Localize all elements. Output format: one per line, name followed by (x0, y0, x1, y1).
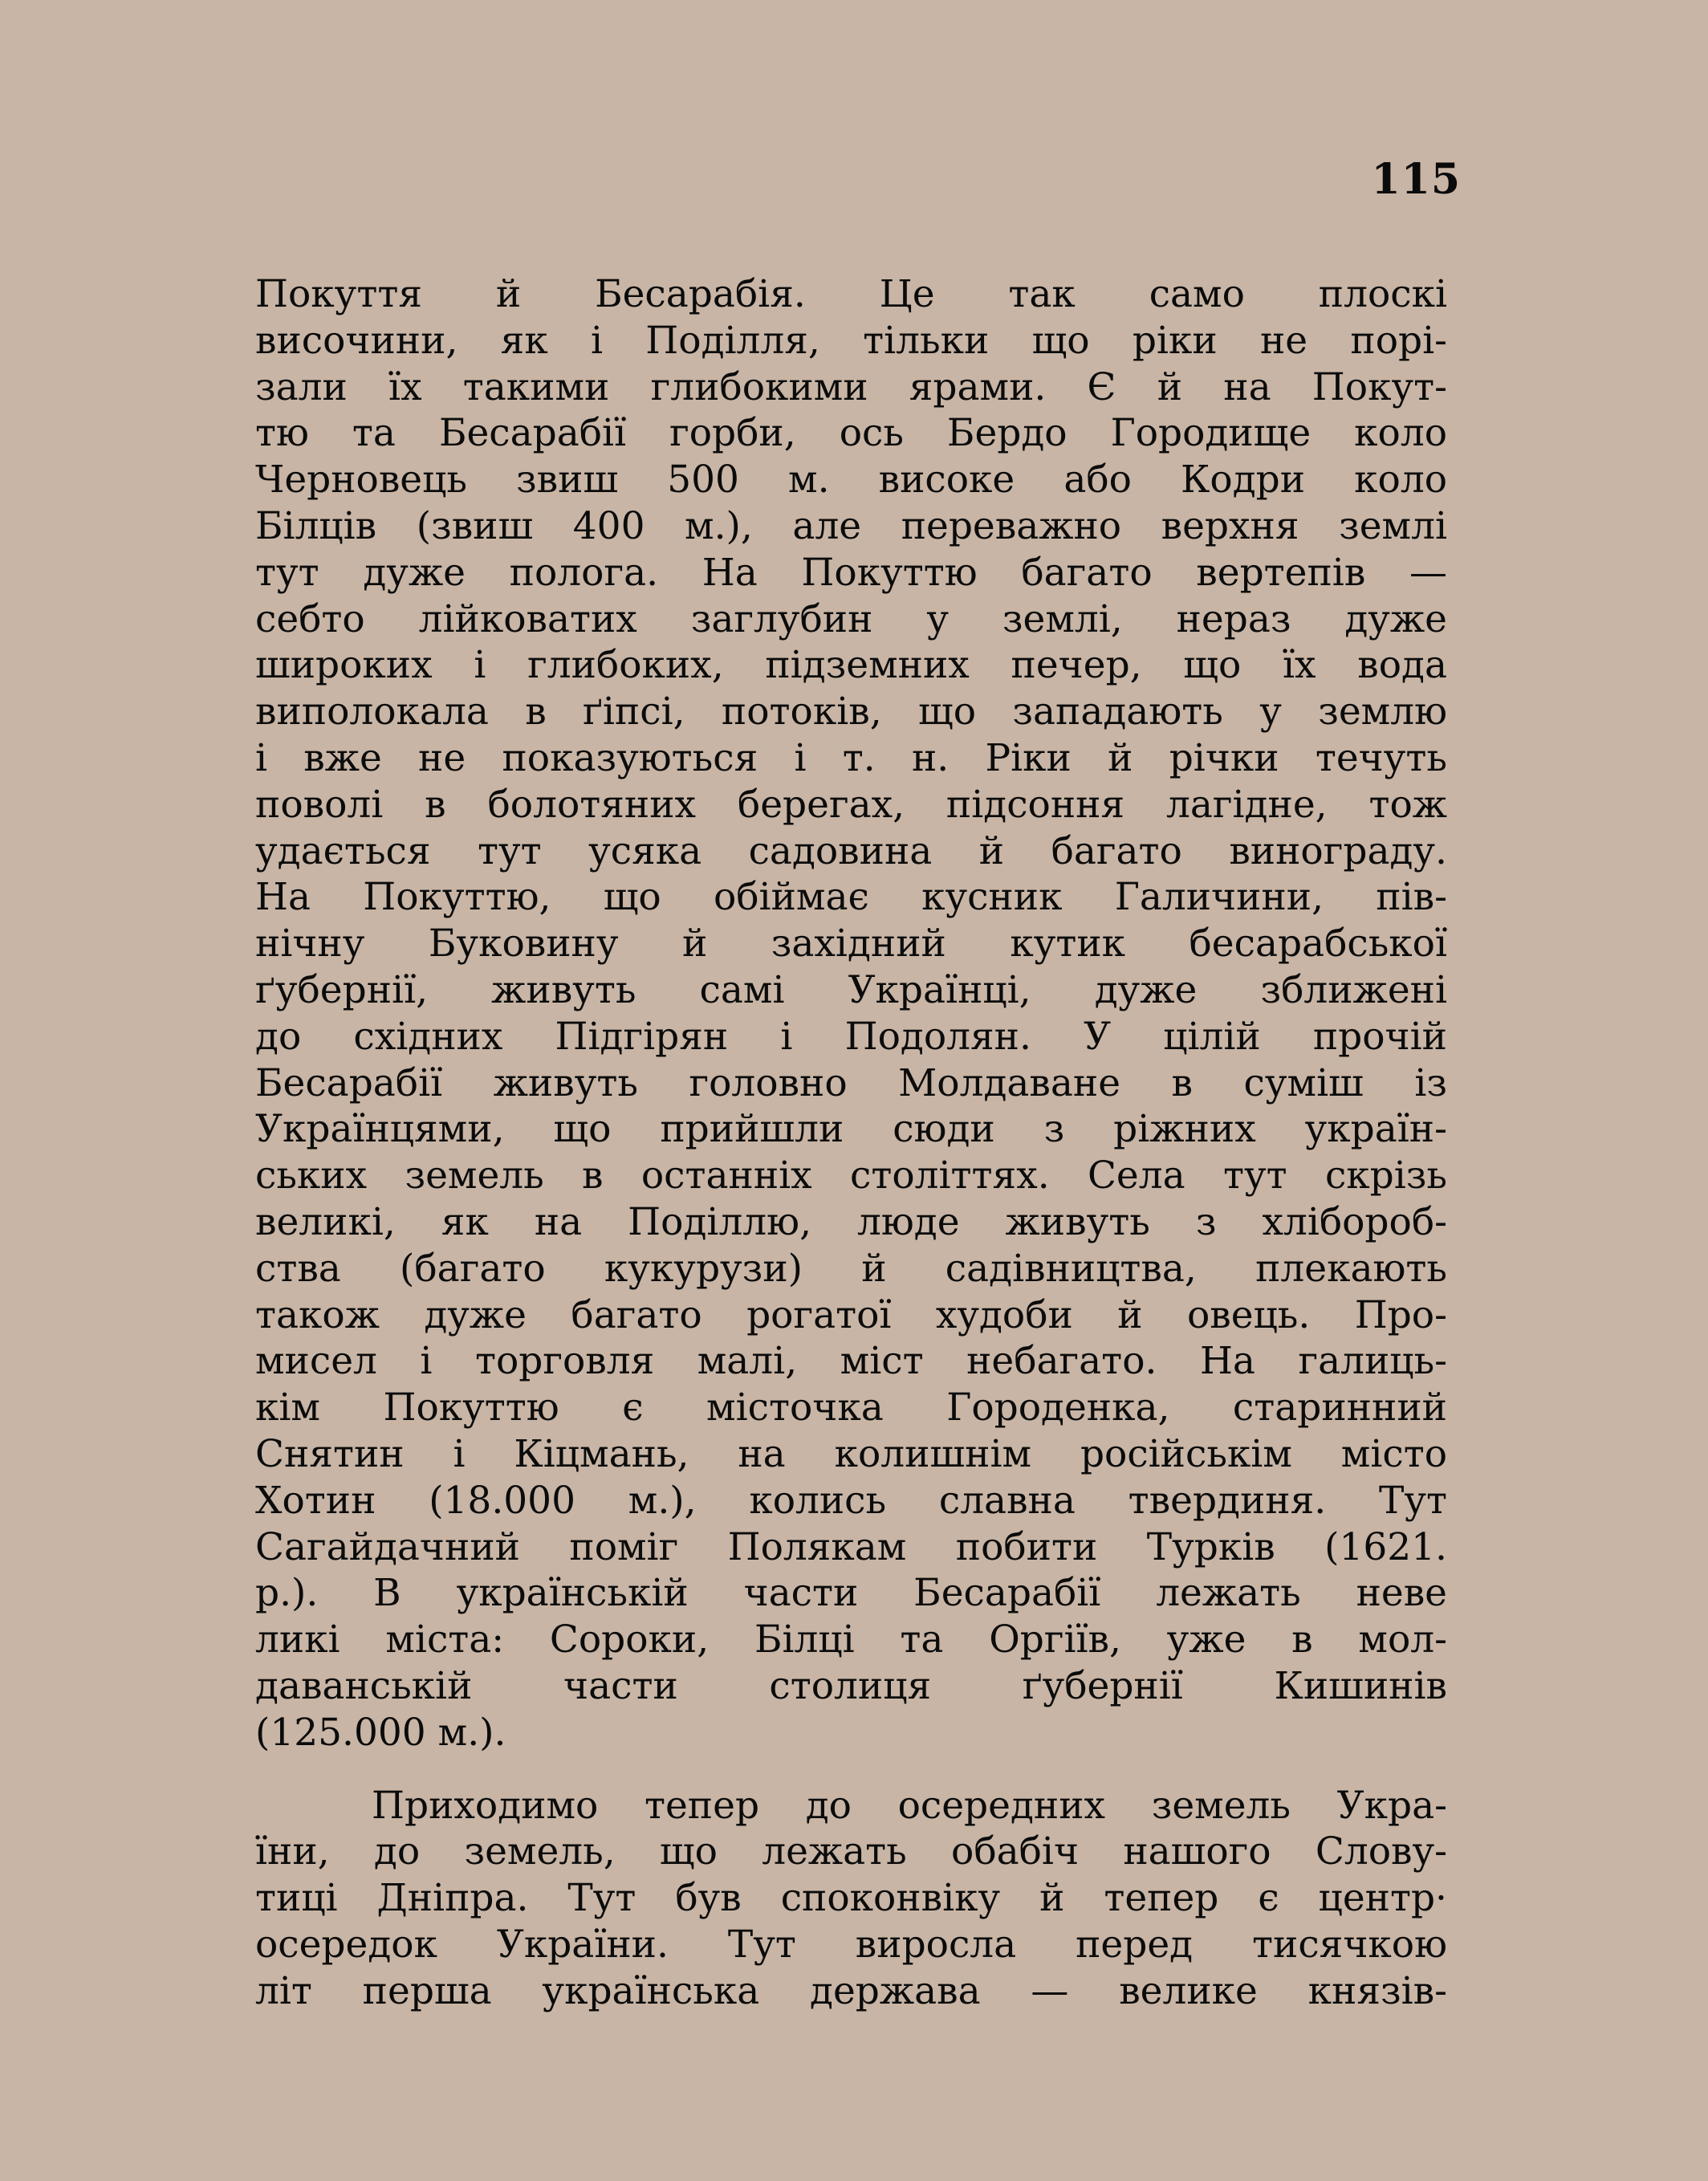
text-line: широких і глибоких, підземних печер, що їх вода (255, 643, 1447, 688)
text-line: На Покуттю, що обіймає кусник Галичини, пів- (255, 875, 1447, 920)
text-line: Приходимо тепер до осередних земель Укра- (372, 1783, 1447, 1828)
text-line: також дуже багато рогатої худоби й овець. Про- (255, 1292, 1447, 1337)
paragraph-1 (255, 271, 1447, 1756)
text-line: виполокала в ґіпсі, потоків, що западають у землю (255, 690, 1447, 734)
text-line: Бесарабії живуть головно Молдаване в суміш із (255, 1060, 1447, 1105)
text-line: зали їх такими глибокими ярами. Є й на Покут- (255, 364, 1447, 409)
text-line: кім Покуттю є місточка Городенка, старинний (255, 1386, 1447, 1430)
text-line: тиці Дніпра. Тут був споконвіку й тепер є центр· (255, 1876, 1447, 1921)
text-line: тут дуже полога. На Покуттю багато вертепів — (255, 550, 1447, 595)
text-line: ґубернії, живуть самі Українці, дуже зближені (255, 967, 1447, 1012)
text-line: даванській части столиця ґубернії Кишинів (255, 1663, 1447, 1708)
text-line: осередок України. Тут виросла перед тисячкою (255, 1922, 1447, 1967)
text-line: ства (багато кукурузи) й садівництва, плекають (255, 1246, 1447, 1291)
text-line: Черновець звиш 500 м. високе або Кодри коло (255, 458, 1447, 503)
paragraph-spacer (255, 1756, 1447, 1783)
text-line: нічну Буковину й західний кутик бесарабської (255, 922, 1447, 966)
text-line: Білців (звиш 400 м.), але переважно верхня землі (255, 503, 1447, 548)
text-line: р.). В українській части Бесарабії лежать неве (255, 1571, 1447, 1616)
text-line: мисел і торговля малі, міст небагато. На галиць- (255, 1339, 1447, 1384)
text-line: до східних Підгірян і Подолян. У цілій прочій (255, 1014, 1447, 1059)
text-line: Українцями, що прийшли сюди з ріжних україн- (255, 1107, 1447, 1152)
text-line: Покуття й Бесарабія. Це так само плоскі (255, 272, 1447, 316)
text-line: ських земель в останніх століттях. Села тут скрізь (255, 1154, 1447, 1198)
text-line: Снятин і Кіцмань, на колишнім російськім місто (255, 1431, 1447, 1476)
text-line: їни, до земель, що лежать обабіч нашого Слову- (255, 1829, 1447, 1874)
text-line: себто лійковатих заглубин у землі, нераз дуже (255, 596, 1447, 641)
text-line: ликі міста: Сороки, Білці та Оргіїв, уже в мол- (255, 1617, 1447, 1662)
page-number: 115 (1371, 155, 1461, 204)
text-line: поволі в болотяних берегах, підсоння лагідне, тож (255, 782, 1447, 827)
paragraph-2 (255, 1783, 1447, 2015)
text-line: Сагайдачний поміг Полякам побити Турків (1621. (255, 1524, 1447, 1569)
text-line: удається тут усяка садовина й багато винограду. (255, 828, 1447, 873)
text-line: і вже не показуються і т. н. Ріки й річки течуть (255, 735, 1447, 780)
text-line: літ перша українська держава — велике князів- (255, 1968, 1447, 2013)
text-line: тю та Бесарабії горби, ось Бердо Городище коло (255, 411, 1447, 456)
body-text (255, 271, 1447, 2014)
text-line: великі, як на Поділлю, люде живуть з хлібороб- (255, 1199, 1447, 1244)
text-line: височини, як і Поділля, тільки що ріки не порі- (255, 318, 1447, 363)
text-line: Хотин (18.000 м.), колись славна твердиня. Тут (255, 1478, 1447, 1523)
text-line: (125.000 м.). (255, 1710, 506, 1755)
